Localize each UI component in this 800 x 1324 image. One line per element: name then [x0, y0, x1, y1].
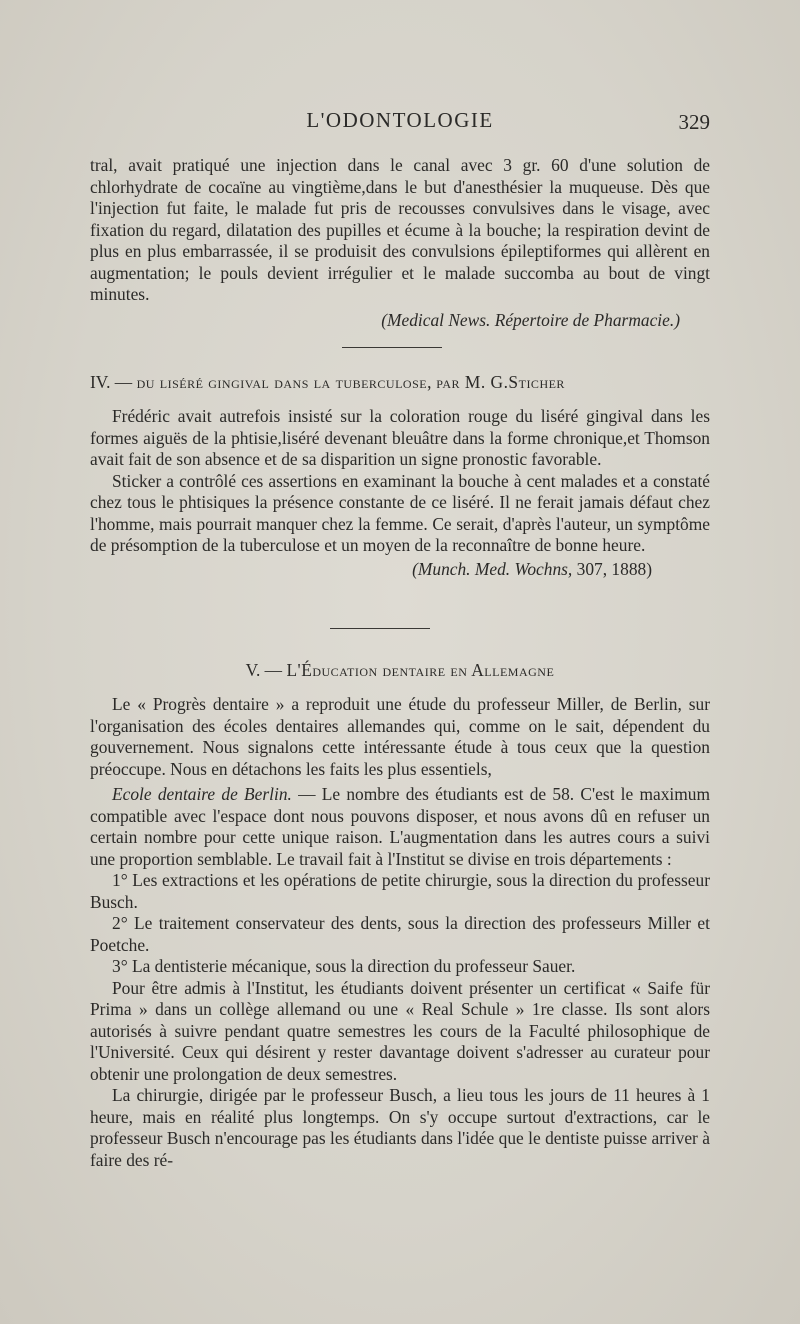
- paragraph: Pour être admis à l'Institut, les étudiants doivent présenter un certificat « Saife für Prima » dans un collège allemand ou une « Real Schule » 1re classe. Ils sont alors autorisés à suivre pendant quatre semestres les cours de la Faculté philosophique de l'Université. Ceux qui désirent y rester davantage doivent s'adresser au curateur pour obtenir une prolongation de deux semestres.: [90, 977, 710, 1084]
- paragraph: tral, avait pratiqué une injection dans le canal avec 3 gr. 60 d'une solution de chlorhydrate de cocaïne au vingtième,dans le but d'anesthésier la muqueuse. Dès que l'injection fut faite, le malade fut pris de recousses convulsives dans le visage, avec fixation du regard, dilatation des pupilles et écume à la bouche; la respiration devint de plus en plus embarrassée, il se produisit des convulsions épileptiformes qui allèrent en augmentation; le pouls devient irrégulier et le malade succomba au bout de vingt minutes.: [90, 155, 710, 304]
- section-numeral: IV. —: [90, 372, 133, 392]
- paragraph: [90, 784, 710, 870]
- section-iii-end: [90, 155, 710, 331]
- paragraph: La chirurgie, dirigée par le professeur Busch, a lieu tous les jours de 11 heures à 1 heure, mais en réalité plus longtemps. On s'y occupe surtout d'extractions, car le professeur Busch n'encourage pas les étudiants dans l'idée que le dentiste puisse arriver à faire des ré-: [90, 1085, 710, 1170]
- section-divider: [342, 347, 442, 348]
- section-v-body: [90, 694, 710, 1171]
- paragraph: Frédéric avait autrefois insisté sur la coloration rouge du liséré gingival dans les formes aiguës de la phtisie,liséré devenant bleuâtre dans la forme chronique,et Thomson avait fait de son absence et de sa disparition un signe pronostic favorable.: [90, 406, 710, 469]
- section-iv-body: [90, 406, 710, 580]
- section-iv-heading: [90, 372, 710, 393]
- paragraph: Le « Progrès dentaire » a reproduit une étude du professeur Miller, de Berlin, sur l'organisation des écoles dentaires allemandes qui, comme on le sait, dépendent du gouvernement. Nous signalons cette intéressante étude à tous ceux que la question préoccupe. Nous en détachons les faits les plus essentiels,: [90, 694, 710, 779]
- paragraph: Sticker a contrôlé ces assertions en examinant la bouche à cent malades et a constaté chez tous le phtisiques la présence constante de ce liséré. Il ne ferait jamais défaut chez l'homme, mais pourrait manquer chez la femme. Ce serait, d'après l'auteur, un symptôme de présomption de la tuberculose et un moyen de la reconnaître de bonne heure.: [90, 470, 710, 555]
- paragraph-text: — Le nombre des étudiants est de 58. C'est le maximum compatible avec l'espace dont nous pouvons disposer, et nous avons dû en refuser un certain nombre pour cette unique raison. L'augmentation dans les autres cours a suivi une proportion semblable. Le travail fait à l'Institut se divise en trois départements :: [90, 784, 710, 869]
- section-title: L'Éducation dentaire en Allemagne: [286, 660, 555, 680]
- section-title: du liséré gingival dans la tuberculose,: [136, 372, 432, 392]
- paragraph: 2° Le traitement conservateur des dents, sous la direction des professeurs Miller et Poetche.: [90, 913, 710, 955]
- source-reference: 307, 1888): [576, 558, 652, 579]
- section-v-heading: [90, 660, 710, 681]
- section-numeral: V. —: [245, 660, 283, 680]
- paragraph: 3° La dentisterie mécanique, sous la direction du professeur Sauer.: [112, 956, 576, 976]
- source-journal: (Munch. Med. Wochns,: [412, 558, 573, 579]
- section-divider: [330, 628, 430, 629]
- page-header: [90, 108, 710, 140]
- paragraph: 1° Les extractions et les opérations de petite chirurgie, sous la direction du professeur Busch.: [90, 870, 710, 912]
- source-citation: (Medical News. Répertoire de Pharmacie.): [381, 309, 680, 330]
- section-author: par M. G.Sticher: [436, 372, 565, 392]
- page-number: 329: [678, 110, 710, 134]
- source-citation: [90, 559, 710, 581]
- school-label: Ecole dentaire de Berlin.: [112, 784, 292, 804]
- running-title: L'ODONTOLOGIE: [306, 108, 494, 132]
